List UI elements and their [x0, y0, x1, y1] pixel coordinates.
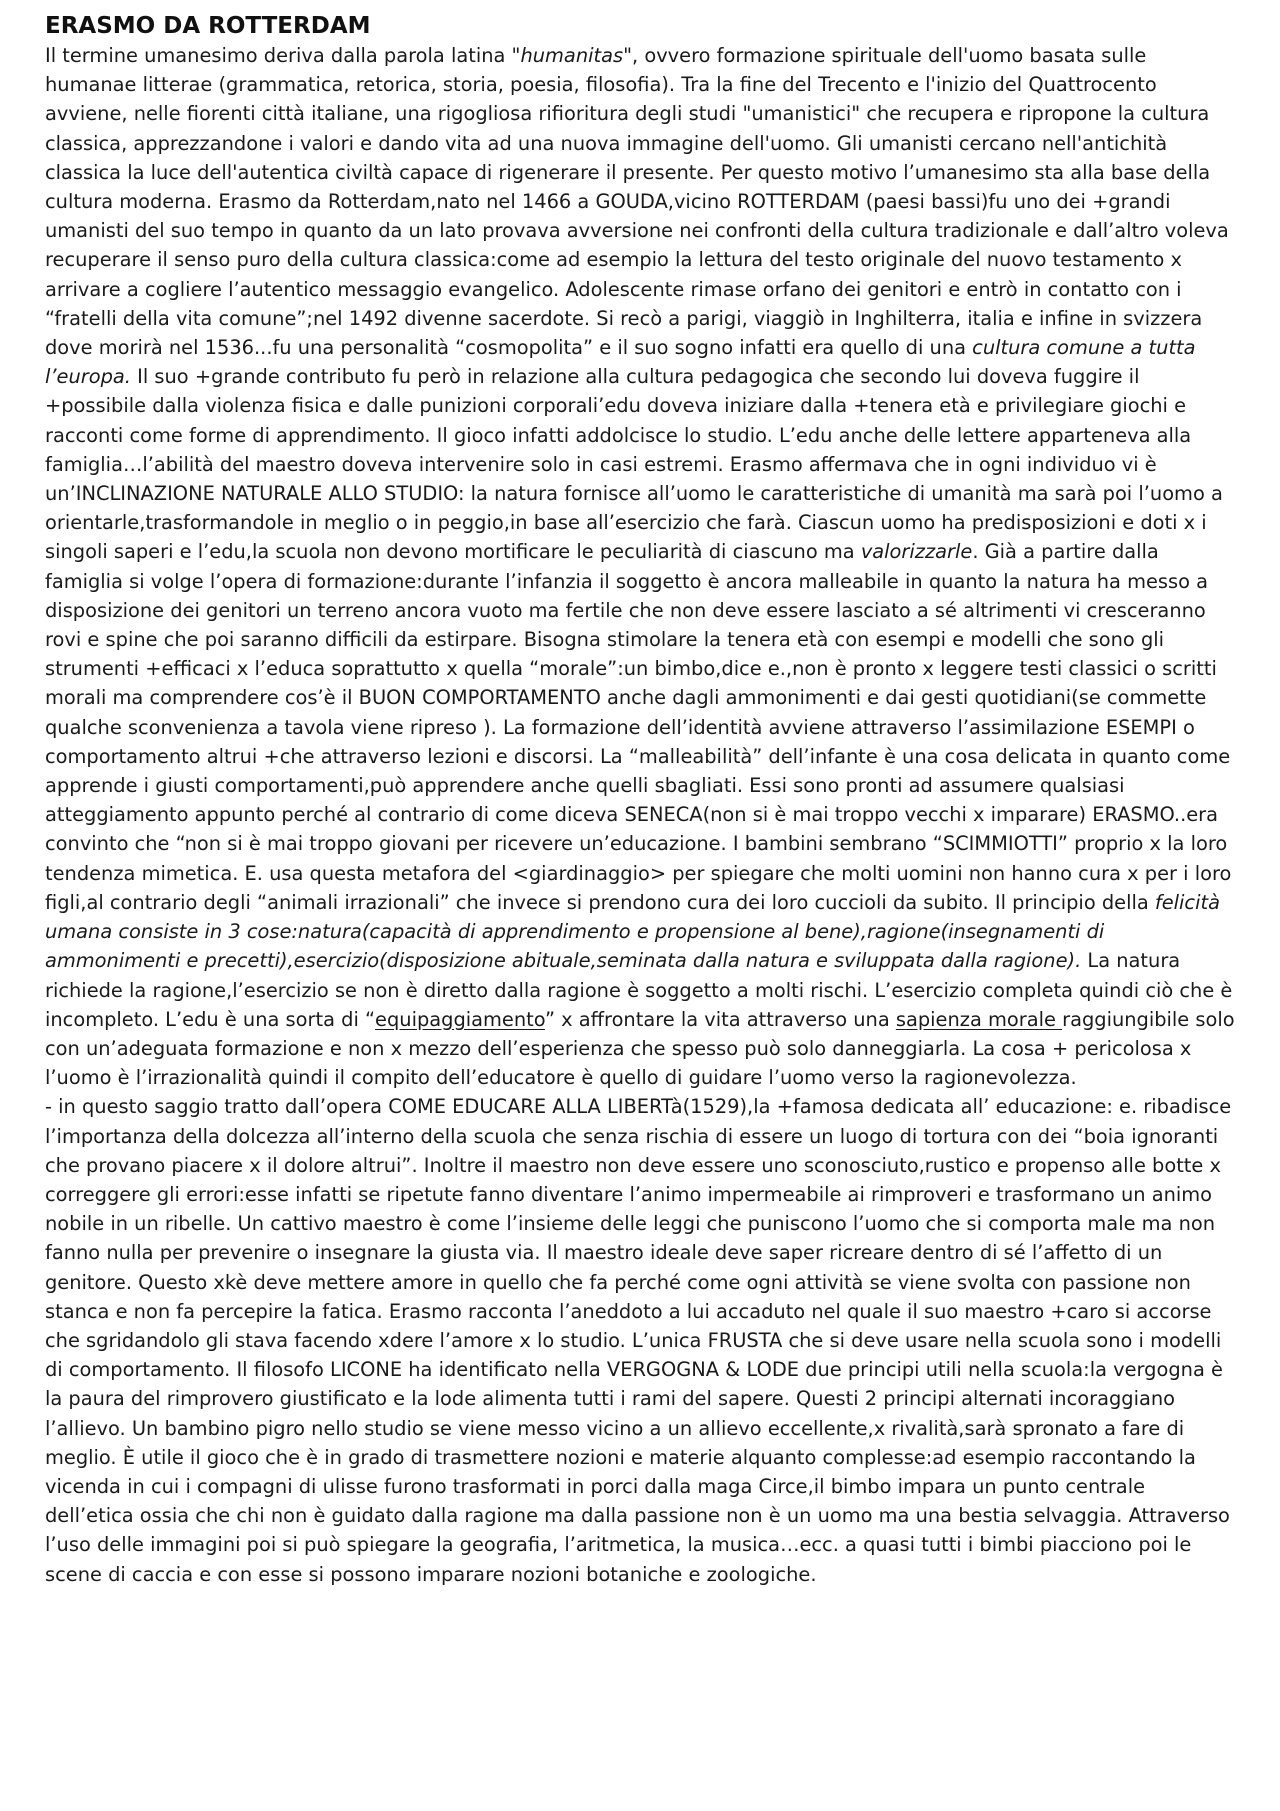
- text-run: raggiungibile solo con un’adeguata formazione e non x mezzo dell’esperienza che spesso può solo danneggiarla. La cosa + pericolosa x l’uomo è l’irrazionalità quindi il compito dell’educatore è quello di guidare l’uomo verso la ragionevolezza.: [45, 1007, 1235, 1090]
- italic-run: valorizzarle: [860, 540, 973, 564]
- text-run: . Già a partire dalla famiglia si volge l’opera di formazione:durante l’infanzia il soggetto è ancora malleabile in quanto la natura ha messo a disposizione dei genitori un terreno ancora vuoto ma fertile che non deve essere lasciato a sé altrimenti vi cresceranno rovi e spine che poi saranno difficili da estirpare. Bisogna stimolare la tenera età con esempi e modelli che sono gli strumenti +efficaci x l’educa soprattutto x quella “morale”:un bimbo,dice e.,non è pronto x leggere testi classici o scritti morali ma comprendere cos’è il BUON COMPORTAMENTO anche dagli ammonimenti e dai gesti quotidiani(se commette qualche sconvenienza a tavola viene ripreso ). La formazione dell’identità avviene attraverso l’assimilazione ESEMPI o comportamento altrui +che attraverso lezioni e discorsi. La “malleabilità” dell’infante è una cosa delicata in quanto come apprende i giusti comportamenti,può apprendere anche quelli sbagliati. Essi sono pronti ad assumere qualsiasi atteggiamento appunto perché al contrario di come diceva SENECA(non si è mai troppo vecchi x imparare) ERASMO..era convinto che “non si è mai troppo giovani per ricevere un’educazione. I bambini sembrano “SCIMMIOTTI” proprio x la loro tendenza mimetica. E. usa questa metafora del <giardinaggio> per spiegare che molti uomini non hanno cura x per i loro figli,al contrario degli “animali irrazionali” che invece si prendono cura dei loro cuccioli da subito. Il principio della: [45, 540, 1232, 914]
- text-run: ” x affrontare la vita attraverso una: [544, 1007, 896, 1031]
- underlined-run: sapienza morale: [895, 1007, 1063, 1031]
- text-run: Il suo +grande contributo fu però in relazione alla cultura pedagogica che secondo lui doveva fuggire il +possibile dalla violenza fisica e dalle punizioni corporali’edu doveva iniziare dalla +tenera età e privilegiare giochi e racconti come forme di apprendimento. Il gioco infatti addolcisce lo studio. L’edu anche delle lettere apparteneva alla famiglia…l’abilità del maestro doveva intervenire solo in casi estremi. Erasmo affermava che in ogni individuo vi è un’INCLINAZIONE NATURALE ALLO STUDIO: la natura fornisce all’uomo le caratteristiche di umanità ma sarà poi l’uomo a orientarle,trasformandole in meglio o in peggio,in base all’esercizio che farà. Ciascun uomo ha predisposizioni e doti x i singoli saperi e l’edu,la scuola non devono mortificare le peculiarità di ciascuno ma: [45, 365, 1223, 564]
- italic-run: felicità umana consiste in 3 cose:natura(capacità di apprendimento e propensione al bene),ragione(insegnamenti di ammonimenti e precetti),esercizio(disposizione abituale,seminata dalla natura e sviluppata dalla ragione).: [45, 890, 1220, 973]
- italic-run: humanitas: [520, 44, 624, 67]
- italic-run: cultura comune a tutta l’europa.: [45, 336, 1196, 389]
- text-run: Il termine umanesimo deriva dalla parola latina ": [45, 44, 521, 67]
- text-run: ", ovvero formazione spirituale dell'uomo basata sulle humanae litterae (grammatica, retorica, storia, poesia, filosofia). Tra la fine del Trecento e l'inizio del Quattrocento avviene, nelle fiorenti città italiane, una rigogliosa rifioritura degli studi "umanistici" che recupera e ripropone la cultura classica, apprezzandone i valori e dando vita ad una nuova immagine dell'uomo. Gli umanisti cercano nell'antichità classica la luce dell'autentica civiltà capace di rigenerare il presente. Per questo motivo l’umanesimo sta alla base della cultura moderna. Erasmo da Rotterdam,nato nel 1466 a GOUDA,vicino ROTTERDAM (paesi bassi)fu uno dei +grandi umanisti del suo tempo in quanto da un lato provava avversione nei confronti della cultura tradizionale e dall’altro voleva recuperare il senso puro della cultura classica:come ad esempio la lettura del testo originale del nuovo testamento x arrivare a cogliere l’autentico messaggio evangelico. Adolescente rimase orfano dei genitori e entrò in contatto con i “fratelli della vita comune”;nel 1492 divenne sacerdote. Si recò a parigi, viaggiò in Inghilterra, italia e infine in svizzera dove morirà nel 1536...fu una personalità “cosmopolita” e il suo sogno infatti era quello di una: [45, 44, 1229, 360]
- underlined-run: equipaggiamento: [375, 1007, 545, 1031]
- document-title: ERASMO DA ROTTERDAM: [45, 13, 371, 39]
- text-run: La natura richiede la ragione,l’esercizio se non è diretto dalla ragione è soggetto a molti rischi. L’esercizio completa quindi ciò che è incompleto. L’edu è una sorta di “: [45, 949, 1233, 1031]
- paragraph-intro: [45, 41, 1237, 1092]
- document-page: [45, 12, 1237, 1589]
- paragraph-saggio: - in questo saggio tratto dall’opera COME EDUCARE ALLA LIBERTà(1529),la +famosa dedicata all’ educazione: e. ribadisce l’importanza della dolcezza all’interno della scuola che senza rischia di essere un luogo di tortura con dei “boia ignoranti che provano piacere x il dolore altrui”. Inoltre il maestro non deve essere uno sconosciuto,rustico e propenso alle botte x correggere gli errori:esse infatti se ripetute fanno diventare l’animo impermeabile ai rimproveri e trasformano un animo nobile in un ribelle. Un cattivo maestro è come l’insieme delle leggi che puniscono l’uomo che si comporta male ma non fanno nulla per prevenire o insegnare la giusta via. Il maestro ideale deve saper ricreare dentro di sé l’affetto di un genitore. Questo xkè deve mettere amore in quello che fa perché come ogni attività se viene svolta con passione non stanca e non fa percepire la fatica. Erasmo racconta l’aneddoto a lui accaduto nel quale il suo maestro +caro si accorse che sgridandolo gli stava facendo xdere l’amore x lo studio. L’unica FRUSTA che si deve usare nella scuola sono i modelli di comportamento. Il filosofo LICONE ha identificato nella VERGOGNA & LODE due principi utili nella scuola:la vergogna è la paura del rimprovero giustificato e la lode alimenta tutti i rami del sapere. Questi 2 principi alternati incoraggiano l’allievo. Un bambino pigro nello studio se viene messo vicino a un allievo eccellente,x rivalità,sarà spronato a fare di meglio. È utile il gioco che è in grado di trasmettere nozioni e materie alquanto complesse:ad esempio raccontando la vicenda in cui i compagni di ulisse furono trasformati in porci dalla maga Circe,il bimbo impara un punto centrale dell’etica ossia che chi non è guidato dalla ragione ma dalla passione non è un uomo ma una bestia selvaggia. Attraverso l’uso delle immagini poi si può spiegare la geografia, l’aritmetica, la musica…ecc. a quasi tutti i bimbi piacciono poi le scene di caccia e con esse si possono imparare nozioni botaniche e zoologiche.: [45, 1095, 1232, 1586]
